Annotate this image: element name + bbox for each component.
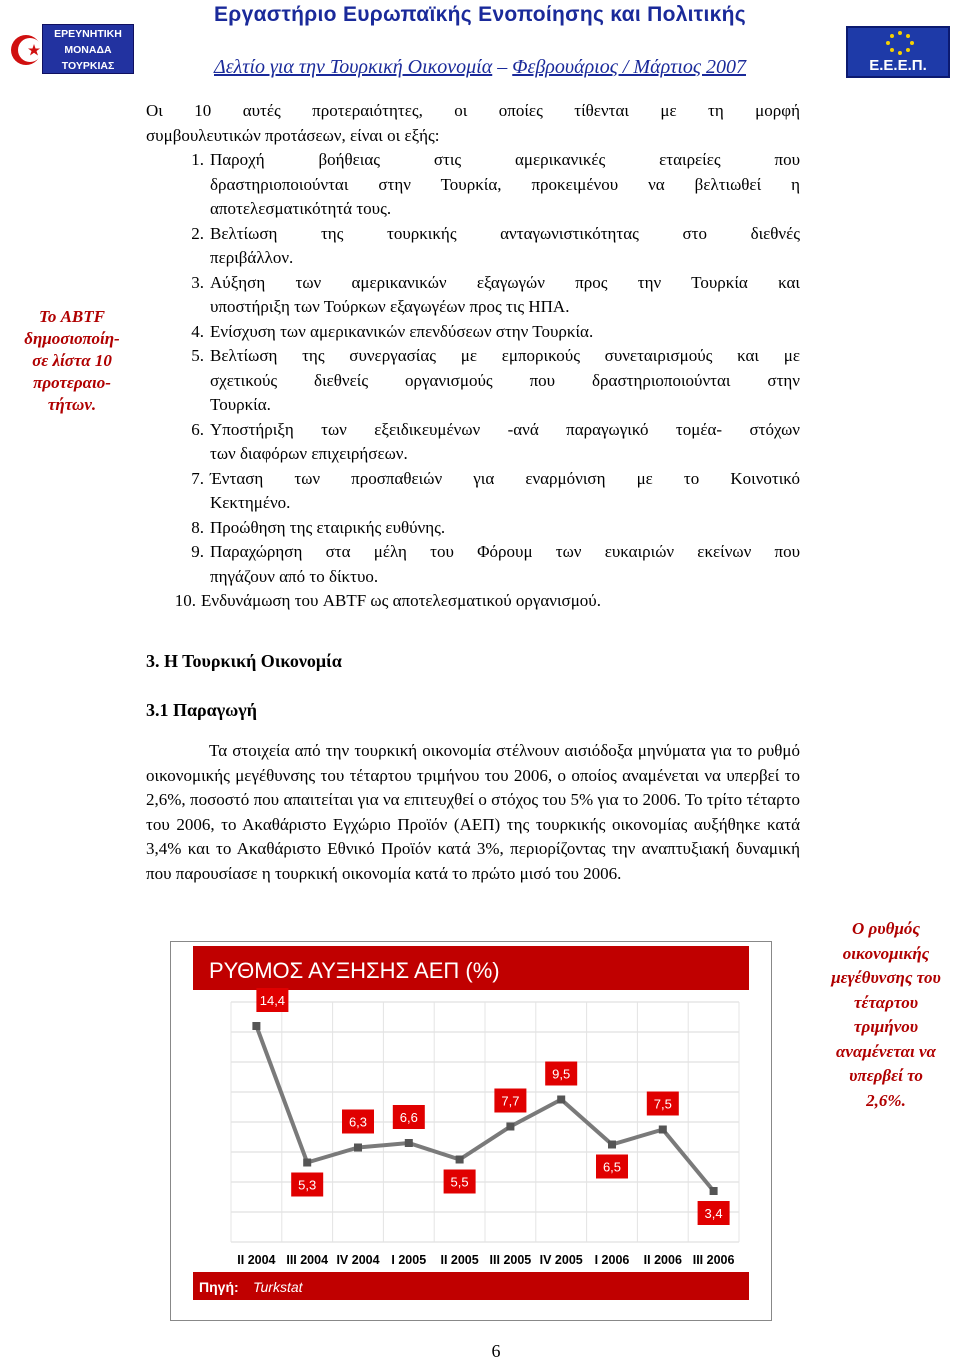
chart-svg [171,942,771,1320]
x-tick-label: III 2004 [286,1253,329,1267]
side-note-line: δημοσιοποίη- [24,329,120,348]
logo-line: ΤΟΥΡΚΙΑΣ [61,60,115,72]
logo-right-text: Ε.Ε.Ε.Π. [869,57,927,74]
list-item-line: περιβάλλον. [210,248,294,267]
source-name: Turkstat [253,1279,303,1295]
data-point [710,1187,718,1195]
data-point [354,1144,362,1152]
list-item-line: υποστήριξη των Τούρκων εξαγωγέων προς τις ΗΠΑ. [210,297,570,316]
side-note-line: τήτων. [47,395,97,414]
list-item-line: πηγάζουν από το δίκτυο. [210,566,379,586]
data-label: 6,5 [602,1159,622,1175]
x-tick-label: III 2006 [692,1253,735,1267]
data-point [557,1096,565,1104]
data-point [608,1141,616,1149]
list-item [146,271,800,320]
side-note-line: αναμένεται να [836,1041,936,1061]
list-item-line: Ενίσχυση των αμερικανικών επενδύσεων στην Τουρκία. [210,321,594,341]
bulletin-date: Φεβρουάριος / Μάρτιος 2007 [512,56,746,78]
list-item [146,589,800,614]
data-point [659,1126,667,1134]
eeep-logo [846,26,950,78]
list-item-line: Υποστήριξη των εξειδικευμένων -ανά παραγωγικό τομέα- στόχων [210,419,800,439]
data-label: 7,7 [501,1093,520,1109]
list-item-line: Αύξηση των αμερικανικών εξαγωγών προς την Τουρκία και [210,272,800,292]
list-item-line: Κεκτημένο. [210,493,291,512]
intro-line: Οι 10 αυτές προτεραιότητες, οι οποίες τίθενται με τη μορφή [146,101,800,120]
list-item [146,344,800,418]
priorities-list [146,148,800,614]
side-note-line: σε λίστα 10 [32,351,112,370]
subsection-heading: 3.1 Παραγωγή [146,700,257,720]
x-tick-label: II 2004 [237,1253,276,1267]
data-label: 5,3 [298,1177,317,1193]
header-title: Εργαστήριο Ευρωπαϊκής Ενοποίησης και Πολιτικής [214,3,746,26]
side-note-abtf [4,306,140,416]
x-tick-label: II 2005 [440,1253,479,1267]
list-number: 1. [191,150,204,169]
list-item-line: Παραχώρηση στα μέλη του Φόρουμ των ευκαιριών εκείνων που [210,542,800,561]
x-tick-label: IV 2004 [336,1253,380,1267]
list-number: 8. [191,517,204,537]
list-number: 10. [174,591,196,610]
chart-title: ΡΥΘΜΟΣ ΑΥΞΗΣΗΣ ΑΕΠ (%) [209,958,500,983]
production-paragraph: Τα στοιχεία από την τουρκική οικονομία στέλνουν αισιόδοξα μηνύματα για το ρυθμό οικονομικής μεγέθυνσης του τέταρτου τριμήνου του 2006, ο οποίος αναμένεται να υπερβεί το 2,6%, ποσοστό που απαιτείται για να επιτευχθεί ο στόχος του 5% για το 2006. Το τρίτο τέταρτο του 2006, το Ακαθάριστο Εγχώριο Προϊόν (ΑΕΠ) της τουρκικής οικονομίας αυξήθηκε κατά 3,4% και το Ακαθάριστο Εθνικό Προϊόν κατά 3%, περιορίζοντας την αναπτυξιακή δυναμική που παρουσίασε η τουρκική οικονομία κατά το πρώτο μισό του 2006. [146,741,800,883]
list-item-line: αποτελεσματικότητά τους. [210,199,392,218]
list-item-line: Τουρκία. [210,395,271,414]
side-note-line: τέταρτου [853,992,919,1012]
list-item-line: των διαφόρων επιχειρήσεων. [210,444,408,463]
side-note-line: Ο ρυθμός [852,919,920,938]
list-number: 2. [191,223,204,243]
x-tick-label: I 2006 [594,1253,630,1267]
data-point [506,1123,514,1131]
side-note-line: οικονομικής [842,943,930,963]
subtitle-separator: – [497,56,508,78]
data-label: 6,3 [348,1114,368,1130]
list-item [146,467,800,516]
list-item-line: Βελτίωση της συνεργασίας με εμπορικούς συνεταιρισμούς και με [210,346,800,365]
list-number: 7. [191,468,204,488]
list-item-line: Ενδυνάμωση του ABTF ως αποτελεσματικού οργανισμού. [201,591,601,610]
intro-line: συμβουλευτικών προτάσεων, είναι οι εξής: [146,125,440,145]
data-point [303,1159,311,1167]
list-item [146,418,800,467]
gdp-growth-chart [170,941,772,1321]
x-tick-label: III 2005 [489,1253,532,1267]
list-number: 5. [191,346,204,365]
list-number: 6. [191,419,204,439]
x-tick-label: I 2005 [391,1253,427,1267]
side-note-line: μεγέθυνσης του [831,968,941,987]
side-note-line: υπερβεί το [849,1066,923,1085]
data-label: 9,5 [552,1066,571,1082]
list-item [146,320,800,345]
list-item-line: δραστηριοποιούνται στην Τουρκία, προκειμένου να βελτιωθεί η [210,174,800,194]
data-label: 5,5 [450,1174,469,1190]
list-item-line: Βελτίωση της τουρκικής ανταγωνιστικότητας στο διεθνές [210,223,800,243]
page-number: 6 [491,1341,501,1361]
list-number: 3. [191,272,204,292]
list-item [146,222,800,271]
data-label: 14,4 [259,993,286,1008]
data-label: 7,5 [653,1096,672,1112]
x-tick-label: II 2006 [643,1253,682,1267]
logo-line: ΜΟΝΑΔΑ [64,44,112,56]
side-note-line: προτεραιο- [33,373,111,392]
source-label: Πηγή: [199,1279,239,1295]
list-number: 9. [191,542,204,561]
list-item-line: Ένταση των προσπαθειών για εναρμόνιση με το Κοινοτικό [210,468,800,488]
side-note-line: τριμήνου [853,1017,919,1036]
data-label: 6,6 [399,1110,418,1125]
list-item-line: Προώθηση της εταιρικής ευθύνης. [210,517,446,537]
header-subtitle [0,56,960,79]
side-note-line: Το ABTF [39,307,105,326]
bulletin-name: Δελτίο για την Τουρκική Οικονομία [214,56,493,78]
data-point [456,1156,464,1164]
list-item [146,148,800,222]
list-item [146,516,800,541]
priorities-block [146,99,800,614]
data-point [252,1022,260,1030]
list-item-line: σχετικούς διεθνείς οργανισμούς που δραστηριοποιούνται στην [210,370,800,390]
list-number: 4. [191,321,204,341]
side-note-line: 2,6%. [866,1090,906,1110]
section-heading: 3. Η Τουρκική Οικονομία [146,651,342,671]
logo-line: ΕΡΕΥΝΗΤΙΚΗ [54,28,122,40]
side-note-growth [812,917,960,1113]
eu-stars-icon [878,30,922,60]
x-tick-label: IV 2005 [539,1253,583,1267]
list-item [146,540,800,589]
data-label: 3,4 [704,1206,723,1221]
list-item-line: Παροχή βοήθειας στις αμερικανικές εταιρείες που [210,150,800,169]
data-point [405,1139,413,1147]
